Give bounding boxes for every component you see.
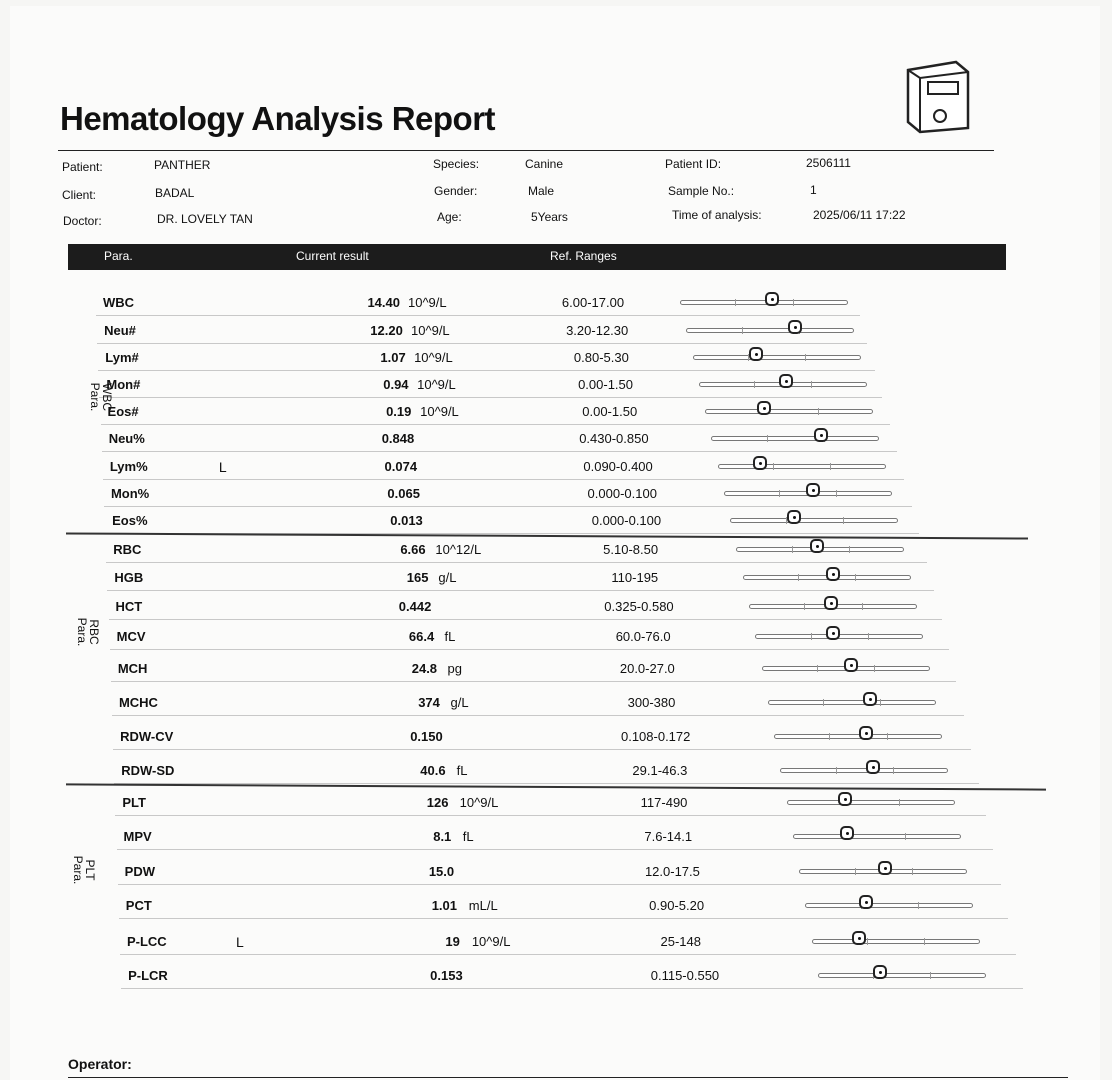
result-value: 374 — [418, 695, 440, 710]
table-row — [0, 316, 1112, 344]
analyzer-machine-icon — [898, 58, 978, 138]
param-name: HGB — [114, 570, 144, 585]
result-unit: 10^9/L — [408, 295, 447, 310]
gauge-marker-icon — [787, 510, 801, 524]
param-name: MPV — [123, 829, 152, 844]
plt-group-text: PLT Para. — [71, 855, 97, 885]
result-value: 165 — [406, 570, 429, 585]
gauge-track — [680, 300, 848, 305]
range-gauge — [724, 487, 892, 499]
gauge-marker-icon — [788, 320, 802, 334]
range-gauge — [799, 865, 967, 877]
reference-range: 0.000-0.100 — [587, 486, 657, 501]
reference-range: 0.000-0.100 — [591, 513, 662, 528]
row-divider — [111, 681, 957, 682]
gauge-marker-icon — [873, 965, 887, 979]
range-gauge — [711, 432, 879, 444]
gauge-marker-icon — [814, 428, 828, 442]
reference-range: 12.0-17.5 — [644, 864, 700, 879]
gauge-marker-icon — [838, 792, 852, 806]
table-row — [0, 961, 1112, 989]
gauge-track — [774, 734, 942, 739]
gauge-tick — [818, 408, 819, 415]
gauge-marker-icon — [844, 658, 858, 672]
row-divider — [109, 619, 942, 620]
table-row — [0, 563, 1112, 591]
rbc-group-text: RBC Para. — [75, 617, 101, 647]
gauge-marker-icon — [859, 895, 873, 909]
row-divider — [121, 988, 1023, 989]
result-value: 1.01 — [431, 898, 457, 913]
gauge-tick — [798, 574, 799, 581]
sample-no-label: Sample No.: — [668, 184, 735, 198]
gauge-marker-icon — [840, 826, 854, 840]
range-gauge — [693, 351, 861, 363]
table-row — [0, 479, 1112, 507]
result-unit: fL — [444, 629, 456, 644]
table-row — [0, 424, 1112, 452]
gauge-tick — [805, 354, 806, 361]
gauge-marker-icon — [753, 456, 767, 470]
param-name: Neu# — [104, 323, 136, 338]
param-name: Mon% — [110, 486, 150, 501]
result-unit: 10^9/L — [417, 377, 456, 392]
result-value: 66.4 — [408, 629, 435, 644]
result-unit: 10^9/L — [459, 795, 499, 810]
reference-range: 0.00-1.50 — [578, 377, 633, 392]
table-row — [0, 756, 1112, 784]
param-name: MCH — [117, 661, 148, 676]
patient-value: PANTHER — [154, 158, 211, 172]
gauge-tick — [867, 938, 868, 945]
param-name: RDW-SD — [121, 763, 175, 778]
reference-range: 25-148 — [660, 934, 701, 949]
result-unit: 10^9/L — [414, 350, 453, 365]
param-name: PLT — [122, 795, 146, 810]
range-gauge — [749, 600, 917, 612]
result-unit: 10^9/L — [420, 404, 459, 419]
gauge-marker-icon — [765, 292, 779, 306]
range-gauge — [705, 405, 873, 417]
range-gauge — [768, 696, 936, 708]
result-unit: pg — [447, 661, 462, 676]
result-value: 8.1 — [433, 829, 452, 844]
result-value: 0.442 — [398, 599, 432, 614]
param-name: Eos# — [107, 404, 139, 419]
range-gauge — [755, 630, 923, 642]
reference-range: 29.1-46.3 — [632, 763, 688, 778]
row-divider — [112, 715, 964, 716]
gauge-track — [705, 409, 873, 414]
reference-range: 0.00-1.50 — [582, 404, 638, 419]
result-value: 0.074 — [384, 459, 418, 474]
reference-range: 60.0-76.0 — [615, 629, 671, 644]
result-value: 1.07 — [380, 350, 406, 365]
gauge-tick — [912, 868, 913, 875]
row-divider — [107, 590, 934, 591]
table-row — [0, 654, 1112, 682]
gauge-marker-icon — [826, 567, 840, 581]
range-gauge — [812, 935, 980, 947]
gauge-marker-icon — [866, 760, 880, 774]
range-gauge — [699, 378, 867, 390]
gauge-marker-icon — [863, 692, 877, 706]
param-name: Eos% — [112, 513, 148, 528]
gender-label: Gender: — [434, 184, 478, 198]
reference-range: 0.430-0.850 — [579, 431, 649, 446]
result-unit: fL — [462, 829, 474, 844]
table-row — [0, 343, 1112, 371]
gauge-tick — [779, 490, 780, 497]
patient-label: Patient: — [62, 160, 103, 174]
gauge-track — [780, 768, 948, 773]
result-unit: mL/L — [468, 898, 498, 913]
gauge-tick — [836, 767, 837, 774]
gauge-tick — [887, 733, 888, 740]
reference-range: 117-490 — [640, 795, 688, 810]
gauge-marker-icon — [779, 374, 793, 388]
gauge-marker-icon — [810, 539, 824, 553]
reference-range: 0.108-0.172 — [620, 729, 691, 744]
gauge-tick — [829, 733, 830, 740]
result-value: 40.6 — [420, 763, 446, 778]
range-gauge — [793, 830, 961, 842]
gauge-tick — [849, 546, 850, 553]
gauge-tick — [905, 833, 906, 840]
wbc-group-text: WBC Para. — [88, 382, 114, 412]
table-row — [0, 288, 1112, 316]
abnormal-flag: L — [218, 459, 227, 475]
gauge-marker-icon — [852, 931, 866, 945]
column-ref: Ref. Ranges — [550, 249, 617, 263]
gauge-marker-icon — [826, 626, 840, 640]
row-divider — [120, 954, 1016, 955]
gauge-tick — [830, 463, 831, 470]
plt-group-label — [72, 845, 96, 895]
gauge-tick — [811, 381, 812, 388]
param-name: MCHC — [118, 695, 158, 710]
range-gauge — [680, 296, 848, 308]
result-unit: 10^12/L — [435, 542, 482, 557]
reference-range: 110-195 — [611, 570, 659, 585]
gauge-tick — [804, 603, 805, 610]
gauge-track — [693, 355, 861, 360]
time-value: 2025/06/11 17:22 — [813, 208, 906, 222]
row-divider — [117, 849, 994, 850]
gauge-tick — [742, 327, 743, 334]
gauge-tick — [773, 463, 774, 470]
gauge-track — [805, 903, 973, 908]
gauge-track — [730, 518, 898, 523]
gauge-track — [711, 436, 879, 441]
range-gauge — [718, 460, 886, 472]
range-gauge — [818, 969, 986, 981]
table-row — [0, 822, 1112, 850]
table-row — [0, 622, 1112, 650]
gauge-marker-icon — [824, 596, 838, 610]
report-title: Hematology Analysis Report — [60, 100, 496, 137]
gauge-tick — [855, 868, 856, 875]
table-row — [0, 592, 1112, 620]
gauge-marker-icon — [878, 861, 892, 875]
doctor-label: Doctor: — [63, 214, 102, 228]
param-name: PDW — [124, 864, 155, 879]
table-row — [0, 370, 1112, 398]
time-label: Time of analysis: — [672, 208, 762, 222]
gauge-track — [812, 939, 980, 944]
param-name: Lym# — [105, 350, 139, 365]
result-value: 0.19 — [386, 404, 412, 419]
table-row — [0, 788, 1112, 816]
param-name: RDW-CV — [120, 729, 174, 744]
result-unit: 10^9/L — [411, 323, 450, 338]
result-unit: fL — [456, 763, 468, 778]
reference-range: 7.6-14.1 — [644, 829, 693, 844]
param-name: PCT — [125, 898, 152, 913]
result-value: 0.153 — [430, 968, 463, 983]
result-unit: g/L — [450, 695, 469, 710]
gender-value: Male — [528, 184, 555, 198]
reference-range: 300-380 — [627, 695, 676, 710]
param-name: HCT — [115, 599, 143, 614]
gauge-track — [793, 834, 961, 839]
result-value: 14.40 — [367, 295, 400, 310]
param-name: P-LCR — [128, 968, 168, 983]
gauge-tick — [754, 381, 755, 388]
param-name: Neu% — [108, 431, 145, 446]
reference-range: 3.20-12.30 — [566, 323, 629, 338]
param-name: WBC — [103, 295, 135, 310]
range-gauge — [686, 324, 854, 336]
table-row — [0, 535, 1112, 563]
row-divider — [119, 918, 1008, 919]
gauge-marker-icon — [859, 726, 873, 740]
gauge-tick — [767, 435, 768, 442]
result-value: 126 — [426, 795, 449, 810]
gauge-tick — [918, 902, 919, 909]
gauge-tick — [930, 972, 931, 979]
operator-rule — [68, 1077, 1068, 1078]
gauge-tick — [868, 633, 869, 640]
table-row — [0, 722, 1112, 750]
table-row — [0, 688, 1112, 716]
age-value: 5Years — [531, 210, 568, 224]
patient-id-value: 2506111 — [806, 156, 851, 170]
gauge-track — [818, 973, 986, 978]
gauge-marker-icon — [806, 483, 820, 497]
abnormal-flag: L — [235, 934, 244, 950]
table-row — [0, 452, 1112, 480]
gauge-tick — [874, 665, 875, 672]
gauge-tick — [880, 699, 881, 706]
client-value: BADAL — [155, 186, 195, 200]
gauge-track — [686, 328, 854, 333]
age-label: Age: — [437, 210, 462, 224]
param-name: P-LCC — [126, 934, 167, 949]
param-name: RBC — [113, 542, 142, 557]
result-value: 6.66 — [400, 542, 426, 557]
species-value: Canine — [525, 157, 564, 171]
gauge-tick — [862, 603, 863, 610]
gauge-tick — [836, 490, 837, 497]
gauge-tick — [893, 767, 894, 774]
gauge-tick — [855, 574, 856, 581]
gauge-track — [787, 800, 955, 805]
range-gauge — [780, 764, 948, 776]
gauge-tick — [817, 665, 818, 672]
reference-range: 0.325-0.580 — [604, 599, 674, 614]
gauge-tick — [735, 299, 736, 306]
row-divider — [115, 815, 986, 816]
gauge-tick — [899, 799, 900, 806]
gauge-track — [718, 464, 886, 469]
table-row — [0, 506, 1112, 534]
range-gauge — [743, 571, 911, 583]
result-unit: g/L — [438, 570, 457, 585]
gauge-tick — [843, 517, 844, 524]
range-gauge — [736, 543, 904, 555]
table-row — [0, 857, 1112, 885]
column-current: Current result — [296, 249, 369, 263]
param-name: Mon# — [106, 377, 141, 392]
reference-range: 0.090-0.400 — [583, 459, 653, 474]
gauge-tick — [793, 299, 794, 306]
reference-range: 5.10-8.50 — [603, 542, 659, 557]
reference-range: 0.80-5.30 — [573, 350, 629, 365]
result-unit: 10^9/L — [471, 934, 511, 949]
gauge-marker-icon — [757, 401, 771, 415]
result-value: 15.0 — [428, 864, 455, 879]
column-header-bar — [68, 244, 1006, 270]
reference-range: 6.00-17.00 — [561, 295, 625, 310]
gauge-tick — [823, 699, 824, 706]
result-value: 0.065 — [387, 486, 420, 501]
species-label: Species: — [433, 157, 480, 171]
result-value: 24.8 — [411, 661, 438, 676]
result-value: 0.150 — [410, 729, 443, 744]
client-label: Client: — [62, 188, 97, 202]
row-divider — [110, 649, 949, 650]
gauge-tick — [792, 546, 793, 553]
range-gauge — [730, 514, 898, 526]
sample-no-value: 1 — [810, 183, 817, 197]
reference-range: 0.90-5.20 — [649, 898, 705, 913]
param-name: Lym% — [109, 459, 148, 474]
doctor-value: DR. LOVELY TAN — [157, 212, 253, 226]
row-divider — [113, 749, 971, 750]
range-gauge — [762, 662, 930, 674]
reference-range: 20.0-27.0 — [619, 661, 675, 676]
operator-label: Operator: — [68, 1056, 132, 1072]
result-value: 0.94 — [383, 377, 409, 392]
reference-range: 0.115-0.550 — [650, 968, 720, 983]
range-gauge — [774, 730, 942, 742]
result-value: 0.013 — [390, 513, 423, 528]
gauge-tick — [811, 633, 812, 640]
wbc-group-label — [89, 372, 113, 422]
gauge-tick — [924, 938, 925, 945]
result-value: 19 — [445, 934, 460, 949]
gauge-marker-icon — [749, 347, 763, 361]
result-value: 12.20 — [370, 323, 403, 338]
column-para: Para. — [104, 249, 133, 263]
patient-id-label: Patient ID: — [665, 157, 722, 171]
param-name: MCV — [116, 629, 146, 644]
table-row — [0, 891, 1112, 919]
table-row — [0, 397, 1112, 425]
table-row — [0, 927, 1112, 955]
range-gauge — [805, 899, 973, 911]
row-divider — [118, 884, 1001, 885]
rbc-group-label — [76, 607, 100, 657]
gauge-track — [768, 700, 936, 705]
header-top-rule — [58, 150, 994, 151]
result-value: 0.848 — [381, 431, 415, 446]
range-gauge — [787, 796, 955, 808]
